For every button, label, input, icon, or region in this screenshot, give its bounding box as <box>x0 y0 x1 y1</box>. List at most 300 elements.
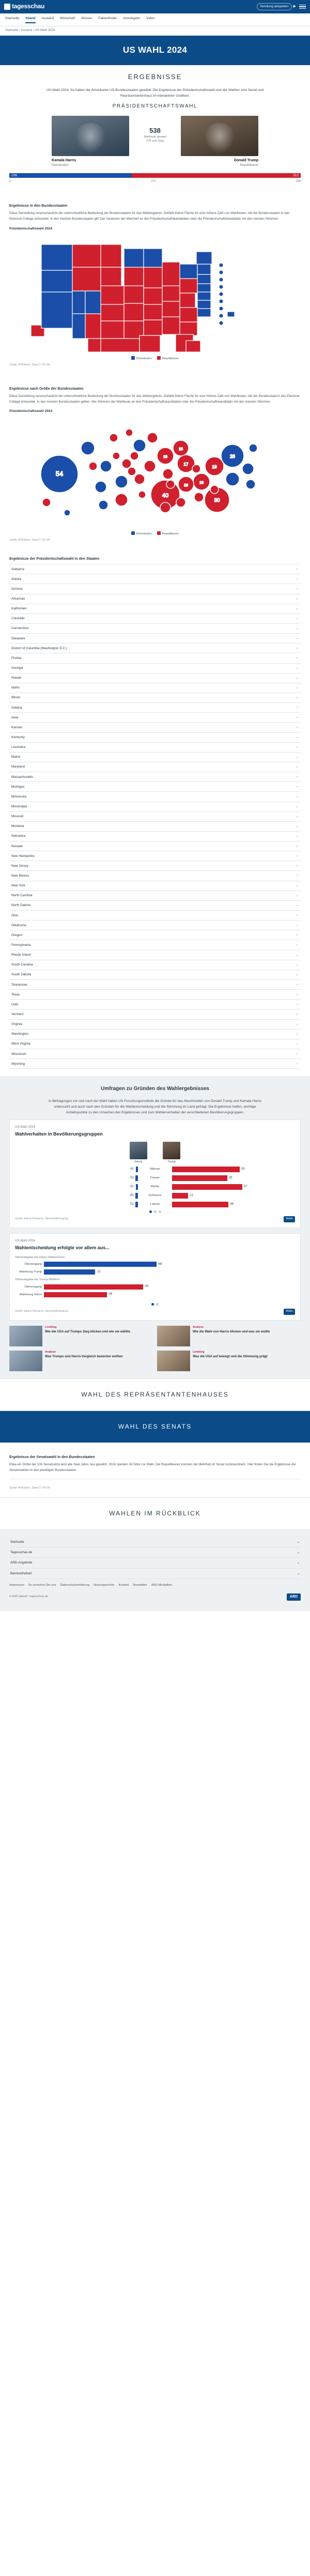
poll2-sub2: Stimmabgabe bei Trump-Wählern <box>15 1278 60 1282</box>
state-row[interactable] <box>9 990 301 1000</box>
poll2-bar-value: 68 <box>158 1262 162 1266</box>
bubble-tennessee <box>163 469 173 479</box>
footer-link[interactable]: Impressum <box>9 1583 24 1587</box>
teaser-4-tag: Liveblog <box>193 1350 205 1354</box>
chevron-down-icon: ⌄ <box>296 883 299 887</box>
poll1-bar-harris <box>135 1193 138 1199</box>
teaser-row-1 <box>9 1326 301 1346</box>
results-heading: ERGEBNISSE <box>128 72 182 81</box>
polls-intro: In Befragungen vor und nach der Wahl haben US-Forschungsinstitute die Gründe für das Abschneiden von Donald Trump und Kamala Harris untersucht und auch nach den Gründen für die Wahlentscheidung und die Stimmung im Land gefragt. Die Ergebnisse helfen, wichtige Anhaltspunkte zu den Ursachen des Ergebnisses und zum Wählerverhalten der verschiedenen Bevölkerungsgruppen. <box>49 1099 261 1115</box>
candidate-card-harris <box>52 116 129 168</box>
map1-legend <box>9 354 301 361</box>
state-row-label: Oregon <box>11 933 23 937</box>
state-row[interactable] <box>9 812 301 822</box>
bubble-wyoming <box>113 452 120 459</box>
top-bar <box>0 0 310 13</box>
nav-item-ausland[interactable]: Ausland <box>41 17 54 20</box>
state-row-label: Virginia <box>11 1022 22 1026</box>
state-row[interactable] <box>9 861 301 871</box>
poll-card-demographics <box>9 1120 301 1228</box>
polls-section <box>0 1076 310 1378</box>
poll1-cand-right <box>163 1142 180 1164</box>
state-dot-de <box>219 306 223 311</box>
nav-item-inland[interactable]: Inland <box>25 16 35 23</box>
state-row-label: Maine <box>11 755 21 759</box>
state-row[interactable] <box>9 891 301 901</box>
state-row-label: Michigan <box>11 785 25 789</box>
chevron-down-icon: ⌄ <box>296 646 299 650</box>
bubble-montana <box>110 434 118 442</box>
state-virginia <box>197 309 211 317</box>
bubble-wisconsin <box>147 433 158 443</box>
state-dot-dc <box>219 321 223 325</box>
footer-row-barrierefreiheit[interactable] <box>9 1569 301 1579</box>
state-row[interactable] <box>9 950 301 960</box>
poll2-bar-label: Ablehnung Trump <box>19 1270 42 1274</box>
chevron-down-icon: ⌄ <box>296 933 299 937</box>
footer-link[interactable]: ARD Mediathek <box>151 1583 173 1587</box>
state-row-label: Montana <box>11 824 24 829</box>
main-nav[interactable] <box>0 13 310 26</box>
chevron-down-icon: ⌄ <box>296 814 299 818</box>
footer-link[interactable]: So erreichen Sie uns <box>28 1583 56 1587</box>
state-row[interactable] <box>9 624 301 634</box>
bubble-minnesota <box>133 439 146 452</box>
teaser-2[interactable] <box>157 1326 301 1346</box>
state-florida <box>186 341 200 352</box>
state-row[interactable] <box>9 841 301 851</box>
pager2-dot-2[interactable] <box>156 1303 159 1306</box>
poll2-bar-row <box>15 1262 295 1267</box>
state-row[interactable] <box>9 851 301 861</box>
bubble-new-mexico <box>99 500 108 510</box>
state-row[interactable] <box>9 1039 301 1049</box>
pager2-dot-1[interactable] <box>151 1303 154 1306</box>
nav-item-video[interactable]: Video <box>146 17 155 20</box>
footer-row-label-2: ARD-Angebote <box>10 1561 33 1565</box>
poll1-group-label: Weiße <box>150 1185 160 1189</box>
poll2-bar-value: 38 <box>109 1293 113 1296</box>
state-row-label: Oklahoma <box>11 923 26 927</box>
chevron-down-icon: ⌄ <box>296 715 299 719</box>
state-row-label: Alaska <box>11 577 21 581</box>
state-row-label: Ohio <box>11 913 19 917</box>
chevron-down-icon: ⌄ <box>296 755 299 759</box>
footer-bottom <box>9 1587 301 1601</box>
house-title: WAHL DES REPRÄSENTANTENHAUSES <box>81 1390 229 1398</box>
poll1-value-trump: 46 <box>230 1203 234 1206</box>
poll1-group-labels <box>141 1167 169 1207</box>
state-row-label: Arkansas <box>11 597 25 601</box>
footer-row-ard-angebote[interactable] <box>9 1558 301 1568</box>
footer-link[interactable]: Datenschutzerklärung <box>60 1583 89 1587</box>
legend-rep: Republikaner <box>157 356 179 361</box>
poll2-pager[interactable] <box>15 1300 295 1306</box>
poll2-source: Quelle: Edison Research, Nachwahlbefragung <box>15 1309 68 1313</box>
state-row-label: South Dakota <box>11 973 32 977</box>
teaser-2-tag: Analyse <box>193 1325 204 1329</box>
state-row[interactable] <box>9 643 301 653</box>
logo-mark-icon <box>4 4 10 10</box>
poll1-bar-row-harris <box>130 1193 138 1199</box>
poll1-bar-row-harris <box>130 1167 138 1172</box>
chevron-down-icon: ⌄ <box>296 735 299 739</box>
state-row-label: Arizona <box>11 587 23 591</box>
teaser-3-title[interactable]: Was Trumps und Harris-Vergleich bewerten wollten <box>45 1354 123 1358</box>
teaser-1[interactable] <box>9 1326 153 1346</box>
poll2-bar-row <box>15 1284 295 1290</box>
state-row[interactable] <box>9 703 301 713</box>
footer-row-tagesschau[interactable] <box>9 1547 301 1558</box>
chevron-down-icon: ⌄ <box>296 1012 299 1016</box>
chevron-down-icon: ⌄ <box>296 725 299 729</box>
nav-item-faktenfinder[interactable]: Faktenfinder <box>98 17 117 20</box>
state-row[interactable] <box>9 594 301 604</box>
state-row-label: Wyoming <box>11 1062 25 1066</box>
teaser-4-thumb <box>157 1351 190 1371</box>
teaser-3[interactable] <box>9 1351 153 1371</box>
poll1-group-label: Frauen <box>150 1176 160 1180</box>
poll1-chart <box>15 1167 295 1207</box>
menu-button[interactable] <box>299 5 306 9</box>
chevron-down-icon: ⌄ <box>296 775 299 779</box>
pager-dot-2[interactable] <box>154 1210 157 1213</box>
map1-title: Ergebnisse in den Bundesstaaten <box>9 204 68 208</box>
electoral-bar-scale <box>9 179 301 184</box>
chevron-down-icon: ⌄ <box>296 913 299 917</box>
poll1-bar-trump <box>172 1175 227 1181</box>
burger-line-1 <box>299 5 306 6</box>
state-row[interactable] <box>9 713 301 723</box>
state-texas <box>101 339 140 352</box>
poll-card-motivation <box>9 1233 301 1320</box>
state-hawaii <box>227 312 235 317</box>
chevron-down-icon: ⌄ <box>296 656 299 660</box>
state-dot-ct <box>219 292 223 296</box>
state-new-mexico <box>72 314 85 339</box>
nav-item-startseite[interactable]: Startseite <box>5 17 20 20</box>
state-row[interactable] <box>9 1049 301 1059</box>
state-north-carolina <box>180 308 197 322</box>
chevron-down-icon: ⌄ <box>296 785 299 789</box>
chevron-down-icon: ⌄ <box>296 685 299 689</box>
poll1-group-label: Schwarze <box>148 1194 162 1198</box>
state-maryland <box>197 300 211 309</box>
bubble-nebraska <box>130 452 138 460</box>
state-row-label: Idaho <box>11 686 20 690</box>
state-row[interactable] <box>9 604 301 614</box>
site-logo[interactable] <box>4 2 44 11</box>
state-row-label: West Virginia <box>11 1042 30 1046</box>
chevron-down-icon: ⌄ <box>296 1041 299 1046</box>
pager-dot-3[interactable] <box>159 1210 161 1213</box>
state-row[interactable] <box>9 564 301 574</box>
state-row[interactable] <box>9 772 301 782</box>
poll2-share-button[interactable]: Teilen <box>284 1309 295 1315</box>
bubble-maryland <box>246 480 255 489</box>
state-row-label: Kansas <box>11 725 23 729</box>
teaser-3-thumb <box>9 1351 42 1371</box>
chevron-down-icon: ⌄ <box>296 1002 299 1006</box>
chevron-down-icon: ⌄ <box>296 636 299 640</box>
poll1-value-trump: 45 <box>229 1176 233 1180</box>
state-row-label: Pennsylvania <box>11 943 31 947</box>
map2-legend <box>9 529 301 536</box>
state-row[interactable] <box>9 921 301 930</box>
state-row-label: Iowa <box>11 715 19 719</box>
state-row[interactable] <box>9 901 301 911</box>
footer-row-startseite[interactable] <box>9 1537 301 1547</box>
nav-item-wirtschaft[interactable]: Wirtschaft <box>60 17 75 20</box>
state-row[interactable] <box>9 733 301 743</box>
chevron-down-icon: ⌄ <box>296 577 299 581</box>
state-row[interactable] <box>9 693 301 703</box>
poll1-value-trump: 55 <box>241 1168 245 1171</box>
state-row[interactable] <box>9 960 301 970</box>
page-hero <box>0 36 310 65</box>
electoral-needed-label: 270 zum Sieg <box>146 140 164 143</box>
bubble-oregon <box>100 461 112 472</box>
teaser-1-tag: Liveblog <box>45 1325 57 1329</box>
state-row[interactable] <box>9 1020 301 1030</box>
page-title: US WAHL 2024 <box>122 45 188 55</box>
poll1-bar-row-harris <box>130 1175 138 1181</box>
teaser-4-title[interactable]: Was die USA auf bewegt und die Stimmung prägt <box>193 1354 268 1358</box>
footer-link[interactable]: Newsletter <box>133 1583 147 1587</box>
bubble-kansas <box>128 467 136 476</box>
chevron-down-icon: ⌄ <box>296 824 299 828</box>
senate-title: WAHL DES SENATS <box>118 1422 192 1430</box>
poll1-bar-harris <box>136 1184 138 1190</box>
state-row[interactable] <box>9 792 301 802</box>
candidates-row <box>9 116 301 168</box>
poll2-sub1: Stimmabgabe bei Harris-Wählerinnen <box>15 1255 65 1259</box>
teaser-2-title[interactable]: Wie die Wahl von Harris blicken und was sie wollte <box>193 1329 270 1333</box>
state-west-virginia <box>180 293 195 308</box>
teaser-4[interactable] <box>157 1351 301 1371</box>
poll1-share-button[interactable]: Teilen <box>284 1216 295 1222</box>
footer-link[interactable]: Kontakt <box>118 1583 129 1587</box>
poll1-bar-harris <box>135 1202 138 1207</box>
poll1-value-harris: 41 <box>130 1185 134 1189</box>
state-oregon <box>41 270 72 292</box>
state-dot-nj <box>219 299 223 303</box>
electoral-result-bar <box>9 172 301 179</box>
state-row[interactable] <box>9 1059 301 1069</box>
state-row-label: New Hampshire <box>11 854 35 858</box>
senate-states-section <box>0 1443 310 1497</box>
poll1-bar-trump <box>172 1202 228 1207</box>
chevron-down-icon: ⌄ <box>296 596 299 601</box>
state-row-label: Vermont <box>11 1012 24 1016</box>
state-row[interactable] <box>9 782 301 792</box>
state-wisconsin <box>144 267 162 288</box>
state-massachusetts <box>197 274 211 284</box>
bubble-missouri <box>144 461 156 472</box>
us-choropleth-map[interactable] <box>9 234 301 353</box>
chevron-down-icon-2: ⌄ <box>297 1561 300 1565</box>
state-minnesota-rep <box>124 267 144 286</box>
state-row[interactable] <box>9 980 301 990</box>
poll1-value-trump: 57 <box>243 1185 247 1189</box>
state-row[interactable] <box>9 723 301 732</box>
poll2-bars-trump <box>15 1284 295 1297</box>
poll1-pager[interactable] <box>15 1207 295 1213</box>
bubble-arizona <box>115 494 128 506</box>
poll1-photo-trump <box>163 1142 180 1159</box>
bubble-west-virginia <box>192 465 200 473</box>
state-row[interactable] <box>9 574 301 584</box>
state-row-label: Missouri <box>11 815 24 819</box>
teaser-1-thumb <box>9 1326 42 1346</box>
state-row-label: Colorado <box>11 617 25 621</box>
play-broadcast-button[interactable] <box>257 3 296 10</box>
map2-title: Ergebnisse nach Größe der Bundesstaaten <box>9 387 84 391</box>
chevron-down-icon: ⌄ <box>296 706 299 710</box>
poll2-bar-label: Überzeugung <box>24 1285 42 1289</box>
chevron-down-icon: ⌄ <box>296 804 299 808</box>
poll1-bar-row-trump <box>172 1184 295 1190</box>
retrospect-title: WAHLEN IM RÜCKBLICK <box>109 1509 201 1517</box>
bubble-mississippi <box>166 480 175 488</box>
candidate-party-trump: Republikaner <box>240 163 258 167</box>
state-row[interactable] <box>9 762 301 772</box>
state-row[interactable] <box>9 614 301 624</box>
chevron-down-icon: ⌄ <box>296 745 299 749</box>
state-row[interactable] <box>9 911 301 921</box>
breadcrumb[interactable]: Startseite › Ausland › US-Wahl 2024 <box>0 26 310 36</box>
state-row[interactable] <box>9 743 301 753</box>
poll2-bar <box>44 1284 143 1290</box>
state-row[interactable] <box>9 881 301 891</box>
bubble-massachusetts <box>242 463 254 474</box>
state-row-label: Kalifornien <box>11 607 27 611</box>
us-cartogram[interactable] <box>9 417 301 528</box>
site-footer <box>0 1530 310 1611</box>
chevron-down-icon: ⌄ <box>296 1062 299 1066</box>
chevron-down-icon: ⌄ <box>296 695 299 699</box>
nav-item-investigativ[interactable]: Investigativ <box>123 17 140 20</box>
state-row-label: Alabama <box>11 567 24 571</box>
footer-row-label-1: Tagesschau.de <box>10 1551 33 1555</box>
scale-mid: 270 <box>151 180 156 183</box>
chevron-down-icon: ⌄ <box>296 567 299 571</box>
chevron-down-icon: ⌄ <box>296 844 299 848</box>
state-dot-nh <box>219 270 223 274</box>
electoral-bar-rep: 312 <box>132 173 301 178</box>
state-row[interactable] <box>9 802 301 812</box>
bubble-arkansas <box>138 491 146 498</box>
bubble-nevada <box>95 481 106 493</box>
state-row[interactable] <box>9 1009 301 1019</box>
map1-chart-label: Präsidentschaftswahl 2024 <box>9 226 53 231</box>
bubble-hawaii <box>64 510 70 516</box>
map1-section <box>0 191 310 374</box>
scale-max: 538 <box>296 180 301 183</box>
state-row[interactable] <box>9 940 301 950</box>
state-maine <box>196 252 212 264</box>
state-row[interactable] <box>9 871 301 881</box>
state-row[interactable] <box>9 653 301 663</box>
ard-logo[interactable]: ARD <box>287 1593 301 1601</box>
states-accordion[interactable] <box>9 564 301 1069</box>
state-row-label: Massachusetts <box>11 775 33 779</box>
chevron-down-icon: ⌄ <box>296 943 299 947</box>
legend2-rep: Republikaner <box>157 531 179 536</box>
state-row[interactable] <box>9 1030 301 1039</box>
states-section <box>0 549 310 1076</box>
chevron-down-icon: ⌄ <box>296 992 299 996</box>
state-row[interactable] <box>9 970 301 980</box>
state-row-label: Wisconsin <box>11 1052 26 1056</box>
state-row[interactable] <box>9 822 301 832</box>
burger-line-2 <box>299 6 306 7</box>
state-louisiana <box>140 335 160 352</box>
state-california <box>41 292 72 328</box>
state-row[interactable] <box>9 930 301 940</box>
state-row[interactable] <box>9 584 301 594</box>
map2-chart-label: Präsidentschaftswahl 2024 <box>9 409 53 413</box>
state-row-label: North Carolina <box>11 894 33 898</box>
state-row[interactable] <box>9 634 301 643</box>
footer-link[interactable]: Nutzungsrechte <box>93 1583 115 1587</box>
bubble-alaska <box>42 498 51 507</box>
state-row[interactable] <box>9 753 301 762</box>
state-row-label: North Dakota <box>11 903 31 908</box>
state-row-label: New Jersey <box>11 864 28 868</box>
footer-links[interactable] <box>9 1579 301 1587</box>
teaser-1-title[interactable]: Wie die USA auf Trumps Sieg blicken und wie sie wählte <box>45 1329 131 1333</box>
svg-text:15: 15 <box>179 447 183 451</box>
legend2-dem: Demokraten <box>131 531 152 536</box>
state-row[interactable] <box>9 832 301 841</box>
state-dot-ma <box>219 278 223 282</box>
poll1-title: Wahlverhalten in Bevölkerungsgruppen <box>15 1131 103 1137</box>
state-south-dakota <box>101 267 121 286</box>
state-row[interactable] <box>9 664 301 673</box>
us-map-svg[interactable] <box>9 234 301 353</box>
pager-dot-1[interactable] <box>149 1210 152 1213</box>
state-row[interactable] <box>9 683 301 693</box>
bubble-idaho <box>89 462 97 470</box>
poll2-bar-value: 60 <box>145 1285 149 1289</box>
state-row[interactable] <box>9 673 301 683</box>
svg-text:40: 40 <box>162 492 169 499</box>
poll1-bar-row-trump <box>172 1175 295 1181</box>
poll2-bar-label: Ablehnung Harris <box>19 1293 42 1296</box>
candidate-photo-harris <box>52 116 129 156</box>
presidential-heading: PRÄSIDENTSCHAFTSWAHL <box>112 103 198 109</box>
chevron-down-icon: ⌄ <box>296 864 299 868</box>
state-row-label: Connecticut <box>11 626 29 631</box>
cartogram-svg[interactable] <box>9 417 301 528</box>
poll1-bar-row-trump <box>172 1202 295 1207</box>
nav-item-wissen[interactable]: Wissen <box>81 17 92 20</box>
poll1-label-trump: Trump <box>167 1160 176 1164</box>
state-row-label: Maryland <box>11 765 25 769</box>
poll2-bars-harris <box>15 1262 295 1275</box>
bubble-iowa <box>122 459 131 468</box>
senate-states-title: Ergebnisse der Senatswahl in den Bundesstaaten <box>9 1455 95 1460</box>
state-iowa <box>124 286 144 303</box>
state-row[interactable] <box>9 1000 301 1009</box>
state-minnesota <box>124 249 144 267</box>
poll1-group-label: Männer <box>150 1168 160 1171</box>
poll1-footer <box>15 1213 295 1222</box>
state-new-jersey <box>197 292 211 300</box>
chevron-down-icon: ⌄ <box>296 587 299 591</box>
poll2-bar-row <box>15 1269 295 1275</box>
